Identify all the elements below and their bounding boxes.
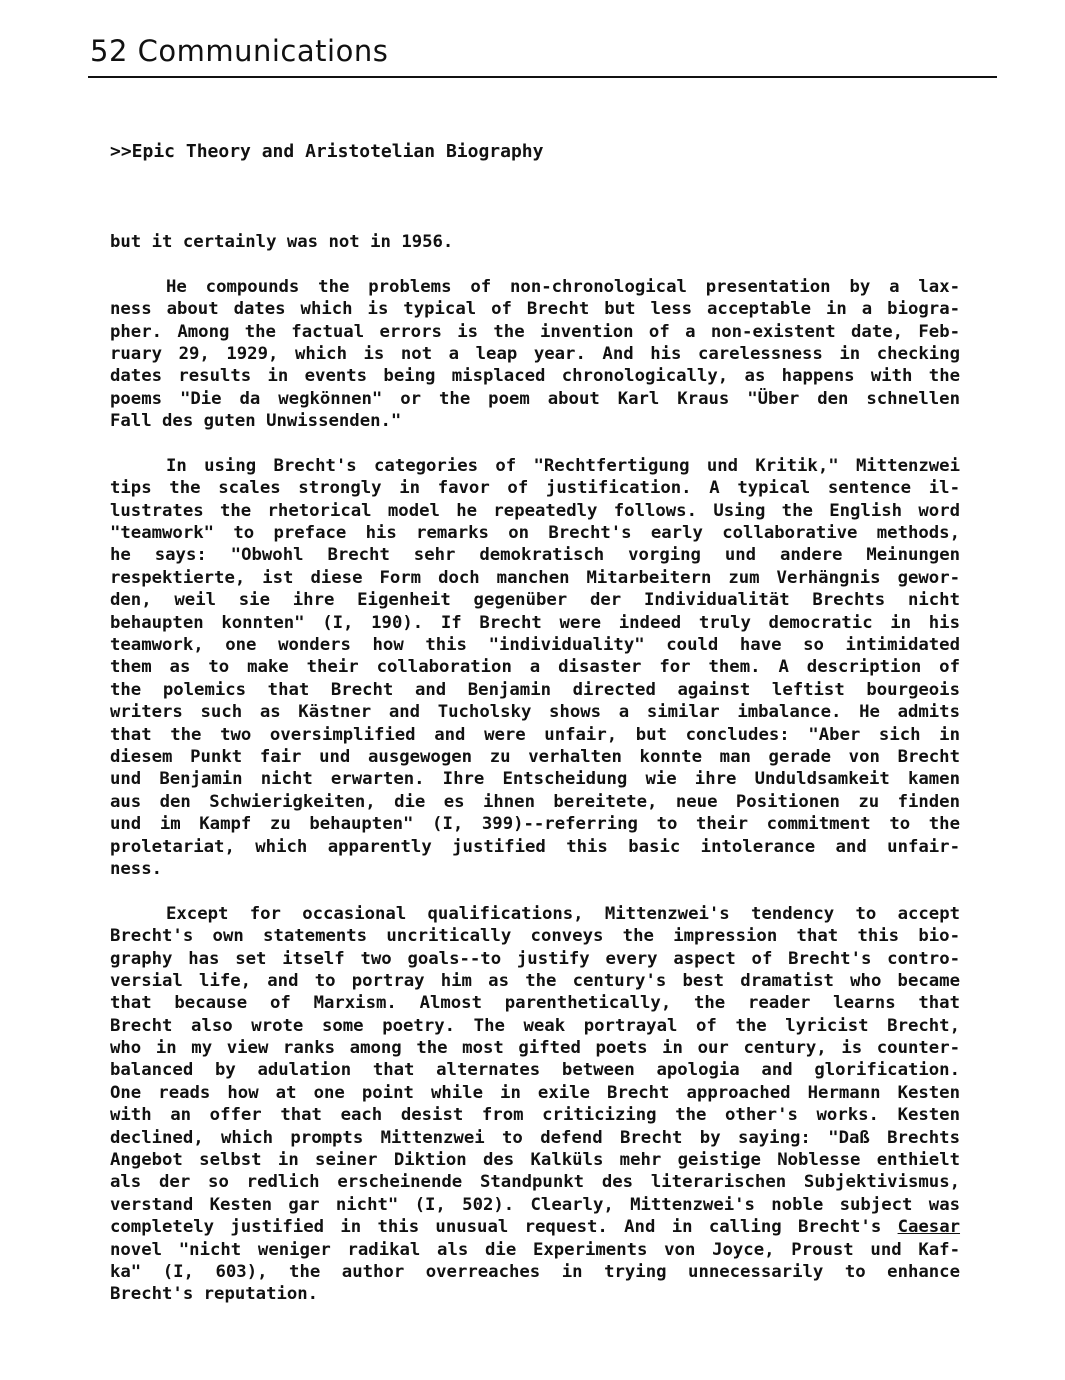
text-line: und Benjamin nicht erwarten. Ihre Entscheidung wie ihre Unduldsamkeit kamen [110, 769, 960, 790]
text-segment: completely justified in this unusual request. And in calling Brecht's [110, 1217, 882, 1238]
text-line: but it certainly was not in 1956. [110, 232, 454, 252]
page-number-and-journal-title: 52 Communications [90, 34, 389, 68]
text-line: versial life, and to portray him as the century's best dramatist who became [110, 970, 960, 991]
text-line: lustrates the rhetorical model he repeatedly follows. Using the English word [110, 500, 960, 521]
text-line: balanced by adulation that alternates between apologia and glorification. [110, 1060, 960, 1081]
text-line: One reads how at one point while in exile Brecht approached Hermann Kesten [110, 1082, 960, 1103]
text-line: Except for occasional qualifications, Mittenzwei's tendency to accept [166, 903, 960, 924]
text-line: respektierte, ist diese Form doch manchen Mitarbeitern zum Verhängnis gewor- [110, 567, 960, 588]
text-line: novel "nicht weniger radikal als die Experiments von Joyce, Proust und Kaf- [110, 1239, 960, 1260]
text-line-with-underlined-title [110, 1216, 960, 1238]
text-line: Fall des guten Unwissenden." [110, 411, 402, 432]
text-line: ruary 29, 1929, which is not a leap year. And his carelessness in checking [110, 343, 960, 364]
text-line: "teamwork" to preface his remarks on Brecht's early collaborative methods, [110, 523, 960, 544]
text-line: ness about dates which is typical of Brecht but less acceptable in a biogra- [110, 299, 960, 320]
text-line: who in my view ranks among the most gifted poets in our century, is counter- [110, 1038, 960, 1059]
text-line: Brecht's own statements uncritically conveys the impression that this bio- [110, 926, 960, 947]
text-line: with an offer that each desist from criticizing the other's works. Kesten [110, 1105, 960, 1126]
text-line: verstand Kesten gar nicht" (I, 502). Clearly, Mittenzwei's noble subject was [110, 1194, 960, 1215]
text-line: he says: "Obwohl Brecht sehr demokratisch vorging und andere Meinungen [110, 545, 960, 566]
text-line: diesem Punkt fair und ausgewogen zu verhalten konnte man gerade von Brecht [110, 746, 960, 767]
paragraph-4 [110, 903, 960, 1306]
paragraph-2 [110, 276, 960, 433]
text-line: proletariat, which apparently justified this basic intolerance and unfair- [110, 836, 960, 857]
text-line: als der so redlich erscheinende Standpunkt des literarischen Subjektivismus, [110, 1172, 960, 1193]
underlined-book-title: Caesar [897, 1217, 961, 1238]
text-line: graphy has set itself two goals--to justify every aspect of Brecht's contro- [110, 948, 960, 969]
article-body [110, 231, 960, 1328]
text-line: behaupten konnten" (I, 190). If Brecht were indeed truly democratic in his [110, 612, 960, 633]
text-line: Brecht's reputation. [110, 1284, 319, 1305]
text-line: tips the scales strongly in favor of justification. A typical sentence il- [110, 478, 960, 499]
text-line: den, weil sie ihre Eigenheit gegenüber der Individualität Brechts nicht [110, 590, 960, 611]
text-line: Angebot selbst in seiner Diktion des Kalküls mehr geistige Noblesse enthielt [110, 1150, 960, 1171]
text-line: ka" (I, 603), the author overreaches in trying unnecessarily to enhance [110, 1261, 960, 1282]
text-line: that because of Marxism. Almost parenthetically, the reader learns that [110, 993, 960, 1014]
paragraph-1 [110, 231, 960, 253]
text-line: them as to make their collaboration a disaster for them. A description of [110, 657, 960, 678]
text-line: ness. [110, 858, 163, 879]
text-line: aus den Schwierigkeiten, die es ihnen bereitete, neue Positionen zu finden [110, 791, 960, 812]
text-line: Brecht also wrote some poetry. The weak portrayal of the lyricist Brecht, [110, 1015, 960, 1036]
text-line: declined, which prompts Mittenzwei to defend Brecht by saying: "Daß Brechts [110, 1127, 960, 1148]
text-line: pher. Among the factual errors is the invention of a non-existent date, Feb- [110, 321, 960, 342]
text-line: that the two oversimplified and were unfair, but concludes: "Aber sich in [110, 724, 960, 745]
article-running-head: >>Epic Theory and Aristotelian Biography [110, 141, 544, 162]
text-line: writers such as Kästner and Tucholsky shows a similar imbalance. He admits [110, 702, 960, 723]
text-line: poems "Die da wegkönnen" or the poem about Karl Kraus "Über den schnellen [110, 388, 960, 409]
paragraph-3 [110, 455, 960, 880]
text-line: und im Kampf zu behaupten" (I, 399)--referring to their commitment to the [110, 814, 960, 835]
text-line: In using Brecht's categories of "Rechtfertigung und Kritik," Mittenzwei [166, 455, 960, 476]
text-line: teamwork, one wonders how this "individuality" could have so intimidated [110, 635, 960, 656]
text-line: the polemics that Brecht and Benjamin directed against leftist bourgeois [110, 679, 960, 700]
text-line: dates results in events being misplaced chronologically, as happens with the [110, 366, 960, 387]
text-line: He compounds the problems of non-chronological presentation by a lax- [166, 276, 960, 297]
page-header [88, 32, 997, 78]
